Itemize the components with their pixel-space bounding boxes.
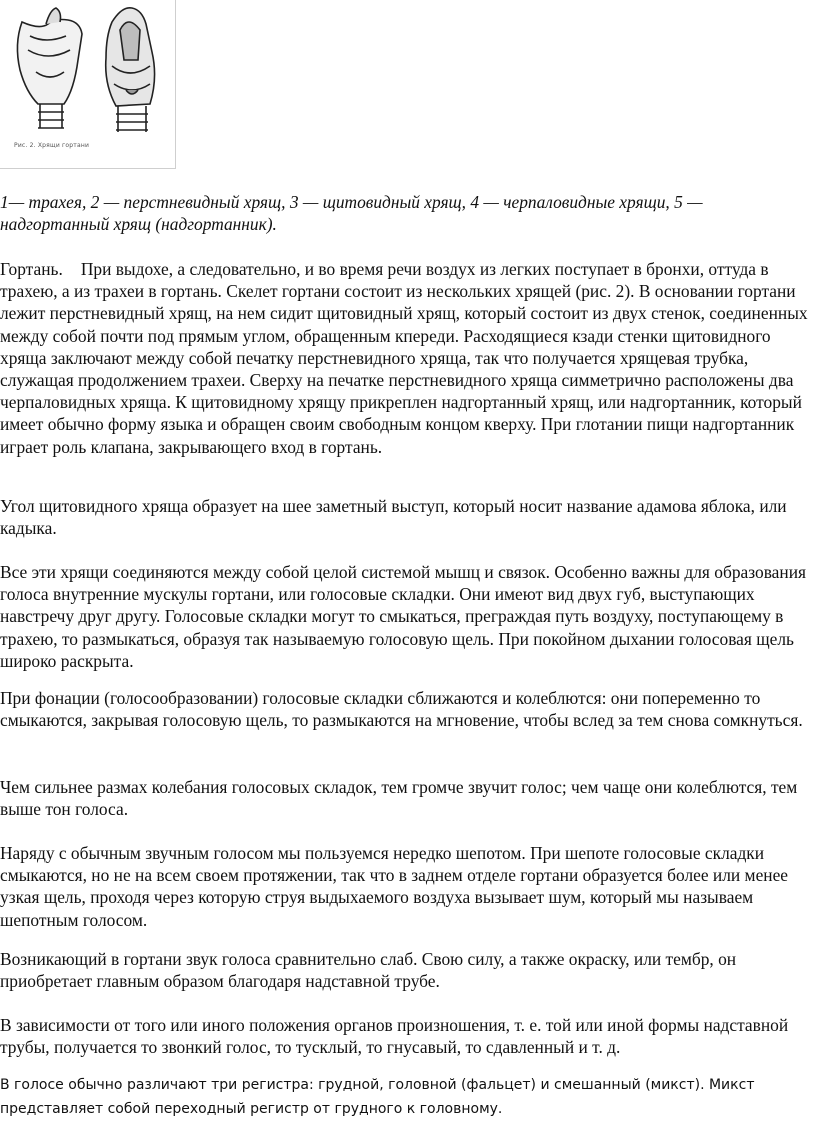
larynx-figure — [0, 0, 176, 169]
paragraph-articulation: В зависимости от того или иного положения органов произношения, т. е. той или иной формы надставной трубы, получается то звонкий голос, то тусклый, то гнусавый, то сдавленный и т. д. — [0, 1015, 789, 1058]
paragraph-phonation: При фонации (голосообразовании) голосовые складки сближаются и колеблются: они попеременно то смыкаются, закрывая голосовую щель, то размыкаются на мгновение, чтобы вслед за тем снова сомкнуться. — [0, 688, 803, 731]
paragraph-body: При выдохе, а следовательно, и во время речи воздух из легких поступает в бронхи, оттуда в трахею, а из трахеи в гортань. Скелет гортани состоит из нескольких хрящей (рис. 2). В основании гортани лежит перстневидный хрящ, на нем сидит щитовидный хрящ, который состоит из двух стенок, соединенных между собой почти под прямым углом, обращенным кпереди. Расходящиеся кзади стенки щитовидного хряща заключают между собой печатку перстневидного хряща, так что получается хрящевая трубка, служащая продолжением трахеи. Сверху на печатке перстневидного хряща симметрично расположены два черпаловидных хряща. К щитовидному хрящу прикреплен надгортанный хрящ, или надгортанник, который имеет обычно форму языка и обращен своим свободным концом кверху. При глотании пищи надгортанник играет роль клапана, закрывающего вход в гортань. — [0, 259, 808, 457]
paragraph-title: Гортань. — [0, 259, 63, 279]
paragraph-whisper: Наряду с обычным звучным голосом мы пользуемся нередко шепотом. При шепоте голосовые складки смыкаются, но не на всем своем протяжении, так что в заднем отделе гортани образуется более или менее узкая щель, проходя через которую струя выдыхаемого воздуха вызывает шум, который мы называем шепотным голосом. — [0, 843, 789, 930]
paragraph-larynx — [0, 258, 812, 458]
figure-caption: Рис. 2. Хрящи гортани — [14, 142, 90, 149]
paragraph-thyroid-angle: Угол щитовидного хряща образует на шее заметный выступ, который носит название адамова яблока, или кадыка. — [0, 496, 787, 539]
paragraph-cartilage-connections: Все эти хрящи соединяются между собой целой системой мышц и связок. Особенно важны для образования голоса внутренние мускулы гортани, или голосовые складки. Они имеют вид двух губ, выступающих навстречу друг другу. Голосовые складки могут то смыкаться, преграждая путь воздуху, поступающему в трахею, то размыкаться, образуя так называемую голосовую щель. При покойном дыхании голосовая щель широко раскрыта. — [0, 562, 807, 671]
figure-legend: 1— трахея, 2 — перстневидный хрящ, 3 — щитовидный хрящ, 4 — черпаловидные хрящи, 5 — надгортанный хрящ (надгортанник). — [0, 192, 703, 235]
paragraph-voice-strength: Возникающий в гортани звук голоса сравнительно слаб. Свою силу, а также окраску, или тембр, он приобретает главным образом благодаря надставной трубе. — [0, 949, 737, 992]
paragraph-registers: В голосе обычно различают три регистра: грудной, головной (фальцет) и смешанный (микст). Микст представляет собой переходный регистр от грудного к головному. — [0, 1077, 755, 1117]
paragraph-loudness: Чем сильнее размах колебания голосовых складок, тем громче звучит голос; чем чаще они колеблются, тем выше тон голоса. — [0, 777, 798, 820]
